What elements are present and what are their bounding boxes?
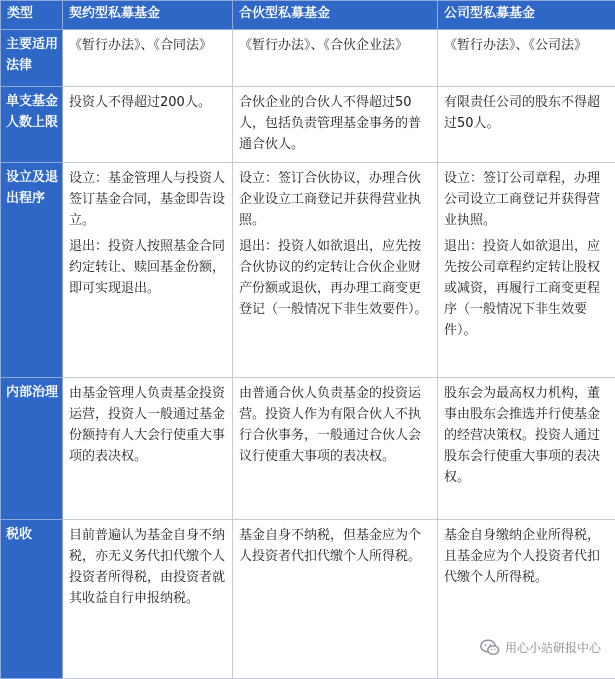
wechat-icon (480, 639, 500, 656)
row-header-investor-limit: 单支基金人数上限 (1, 87, 63, 163)
header-partnership-fund: 合伙型私募基金 (233, 1, 438, 30)
row-header-law: 主要适用法律 (1, 30, 63, 87)
cell-partnership-law: 《暂行办法》、《合伙企业法》 (233, 30, 438, 87)
table-row (1, 87, 615, 163)
table-row (1, 163, 615, 378)
cell-contract-procedure: 设立：基金管理人与投资人签订基金合同，基金即告设立。 退出：投资人按照基金合同约定转让、赎回基金份额，即可实现退出。 (63, 163, 233, 378)
cell-company-law: 《暂行办法》、《公司法》 (438, 30, 615, 87)
table-header-row (1, 1, 615, 30)
cell-company-tax: 基金自身缴纳企业所得税，且基金应为个人投资者代扣代缴个人所得税。 (438, 520, 615, 679)
row-header-governance: 内部治理 (1, 378, 63, 520)
header-company-fund: 公司型私募基金 (438, 1, 615, 30)
cell-contract-tax: 目前普遍认为基金自身不纳税，亦无义务代扣代缴个人投资者所得税，由投资者就其收益自行申报纳税。 (63, 520, 233, 679)
watermark-text: 用心小站研报中心 (505, 639, 601, 656)
row-header-tax: 税收 (1, 520, 63, 679)
watermark (480, 639, 601, 656)
row-header-procedure: 设立及退出程序 (1, 163, 63, 378)
cell-partnership-procedure: 设立：签订合伙协议，办理合伙企业设立工商登记并获得营业执照。 退出：投资人如欲退出，应先按合伙协议的约定转让合伙企业财产份额或退伙，再办理工商变更登记（一般情况下非生效要件）。 (233, 163, 438, 378)
table-row (1, 378, 615, 520)
cell-partnership-limit: 合伙企业的合伙人不得超过50人，包括负责管理基金事务的普通合伙人。 (233, 87, 438, 163)
cell-contract-governance: 由基金管理人负责基金投资运营，投资人一般通过基金份额持有人大会行使重大事项的表决权。 (63, 378, 233, 520)
cell-partnership-governance: 由普通合伙人负责基金的投资运营。投资人作为有限合伙人不执行合伙事务，一般通过合伙人会议行使重大事项的表决权。 (233, 378, 438, 520)
header-type: 类型 (1, 1, 63, 30)
table-row (1, 30, 615, 87)
cell-company-governance: 股东会为最高权力机构，董事由股东会推选并行使基金的经营决策权。投资人通过股东会行使重大事项的表决权。 (438, 378, 615, 520)
cell-company-procedure: 设立：签订公司章程，办理公司设立工商登记并获得营业执照。 退出：投资人如欲退出，应先按公司章程约定转让股权或减资，再履行工商变更程序（一般情况下非生效要件）。 (438, 163, 615, 378)
cell-contract-limit: 投资人不得超过200人。 (63, 87, 233, 163)
cell-partnership-tax: 基金自身不纳税，但基金应为个人投资者代扣代缴个人所得税。 (233, 520, 438, 679)
cell-company-limit: 有限责任公司的股东不得超过50人。 (438, 87, 615, 163)
header-contract-fund: 契约型私募基金 (63, 1, 233, 30)
cell-contract-law: 《暂行办法》、《合同法》 (63, 30, 233, 87)
